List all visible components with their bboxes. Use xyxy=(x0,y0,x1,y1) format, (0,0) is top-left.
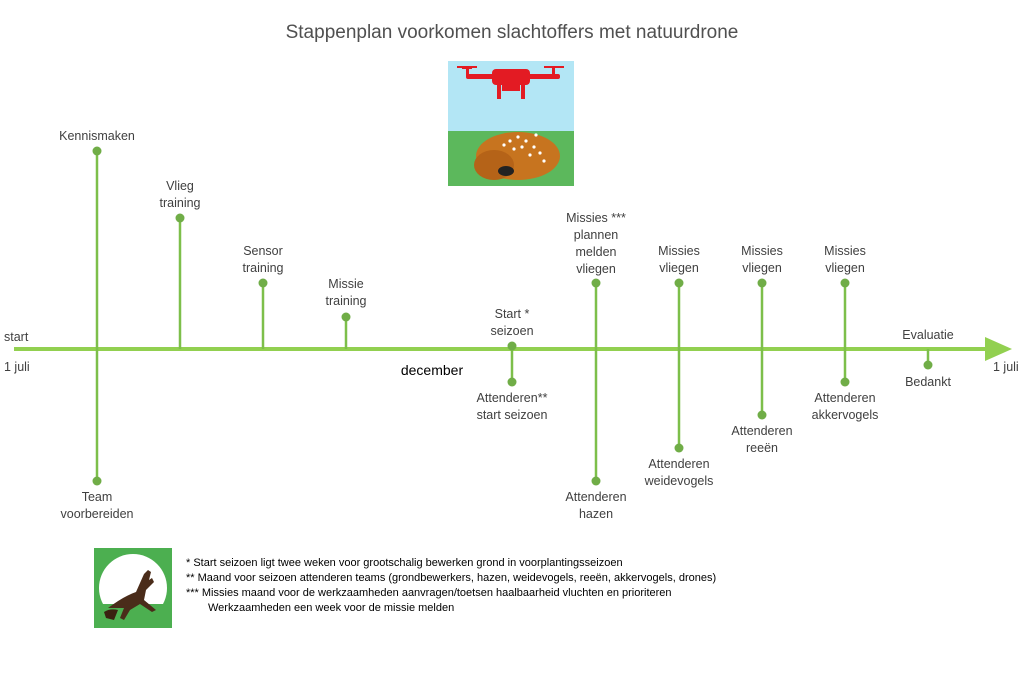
dot-attenderen-reeen xyxy=(758,411,767,420)
label-sensor-training: Sensor training xyxy=(242,244,284,275)
label-missies-plannen: Missies *** plannen melden vliegen xyxy=(566,211,626,276)
axis-start-date: 1 juli xyxy=(4,360,30,374)
label-kennismaken: Kennismaken xyxy=(59,129,135,143)
legend-note-1: * Start seizoen ligt twee weken voor grootschalig bewerken grond in voorplantingsseizoen xyxy=(186,557,623,569)
dot-missies-3 xyxy=(758,279,767,288)
label-attenderen-reeen: Attenderen reeën xyxy=(731,424,793,455)
label-attenderen-hazen: Attenderen hazen xyxy=(565,490,627,521)
dot-team-voorbereiden xyxy=(93,477,102,486)
label-missies-vliegen-1: Missies vliegen xyxy=(658,244,700,275)
axis-end-date: 1 juli xyxy=(993,360,1019,374)
dot-missie-training xyxy=(342,313,351,322)
legend xyxy=(186,556,716,616)
timeline-arrowhead xyxy=(985,337,1012,361)
dot-attenderen-akkervogels xyxy=(841,378,850,387)
label-start-seizoen: Start * seizoen xyxy=(490,307,534,338)
label-missies-vliegen-2: Missies vliegen xyxy=(741,244,783,275)
label-attenderen-weidevogels: Attenderen weidevogels xyxy=(644,457,714,488)
legend-note-2: ** Maand voor seizoen attenderen teams (grondbewerkers, hazen, weidevogels, reeën, akkervogels, drones) xyxy=(186,572,717,584)
legend-note-3: *** Missies maand voor de werkzaamheden aanvragen/toetsen haalbaarheid vluchten en prioriteren xyxy=(186,587,672,599)
drone-illustration xyxy=(448,61,574,186)
label-missie-training: Missie training xyxy=(325,277,367,308)
label-bedankt: Bedankt xyxy=(905,375,951,389)
axis-start-label: start xyxy=(4,330,29,344)
label-missies-vliegen-3: Missies vliegen xyxy=(824,244,866,275)
label-vlieg-training: Vlieg training xyxy=(159,179,201,210)
dot-attenderen-weidevogels xyxy=(675,444,684,453)
dot-vlieg-training xyxy=(176,214,185,223)
dot-attenderen-start xyxy=(508,378,517,387)
dot-bedankt xyxy=(924,361,933,370)
dot-start-seizoen xyxy=(508,342,517,351)
dot-missies-1 xyxy=(592,279,601,288)
dot-attenderen-hazen xyxy=(592,477,601,486)
page-title: Stappenplan voorkomen slachtoffers met natuurdrone xyxy=(285,22,739,43)
dot-missies-2 xyxy=(675,279,684,288)
dot-missies-4 xyxy=(841,279,850,288)
dot-sensor-training xyxy=(259,279,268,288)
deer-logo xyxy=(94,548,172,628)
label-attenderen-start: Attenderen** start seizoen xyxy=(476,391,548,422)
label-attenderen-akkervogels: Attenderen akkervogels xyxy=(811,391,879,422)
axis-mid-label: december xyxy=(400,362,464,378)
label-evaluatie: Evaluatie xyxy=(902,328,954,342)
dot-kennismaken xyxy=(93,147,102,156)
label-team-voorbereiden: Team voorbereiden xyxy=(60,490,134,521)
legend-note-3-continued: Werkzaamheden een week voor de missie melden xyxy=(208,602,455,614)
